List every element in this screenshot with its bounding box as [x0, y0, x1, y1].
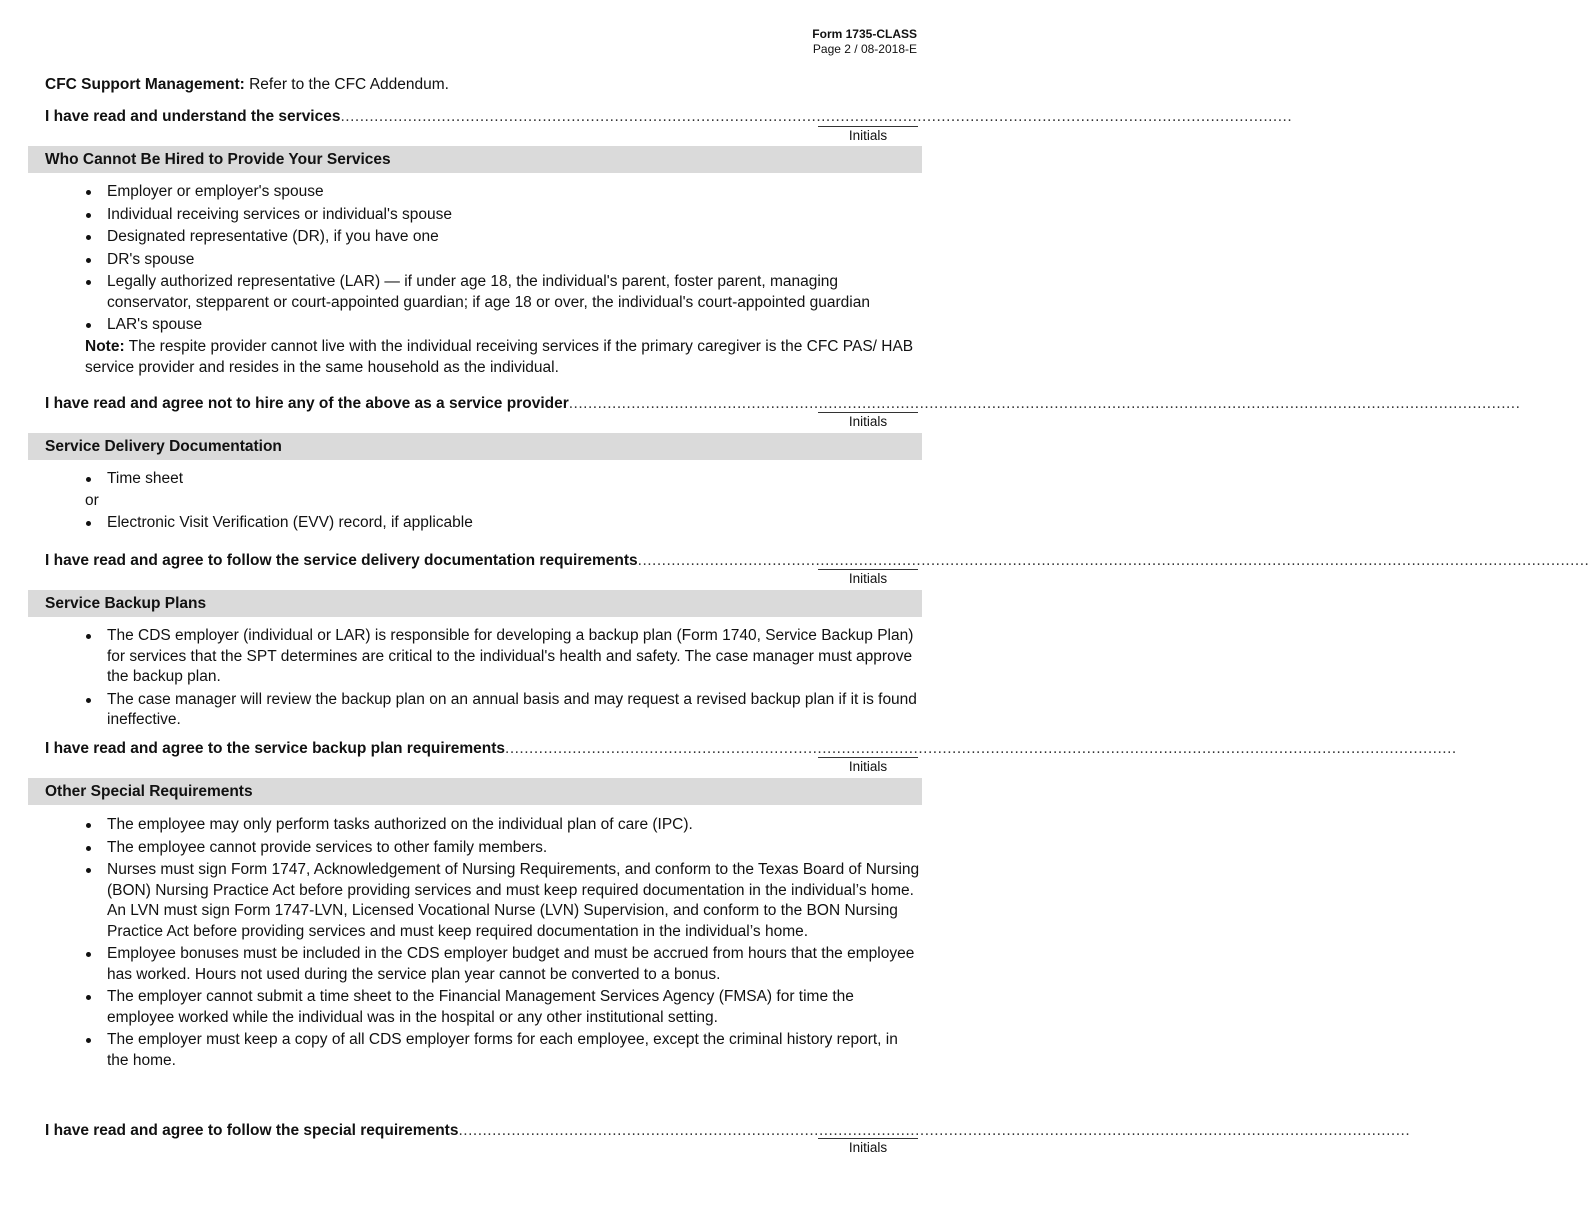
- dot-leader: ......................................................................................................................................................................................................: [458, 1122, 1411, 1139]
- section-special-requirements: Other Special Requirements: [28, 778, 922, 805]
- form-header: [812, 27, 917, 57]
- list-item: Time sheet: [85, 469, 920, 490]
- ack-backup-plan: I have read and agree to the service backup plan requirements ......................................................................................................................................................................................................: [45, 740, 1457, 757]
- section-service-backup: Service Backup Plans: [28, 590, 922, 617]
- initials-field[interactable]: Initials: [818, 412, 918, 430]
- bullet-icon: [86, 952, 91, 957]
- bullet-icon: [86, 868, 91, 873]
- or-text: or: [85, 492, 99, 509]
- delivery-list-1: [85, 469, 920, 492]
- ack-not-hire: I have read and agree not to hire any of the above as a service provider ......................................................................................................................................................................................................: [45, 395, 1521, 412]
- bullet-icon: [86, 280, 91, 285]
- page-info: Page 2 / 08-2018-E: [812, 42, 917, 56]
- bullet-icon: [86, 634, 91, 639]
- list-item: The CDS employer (individual or LAR) is responsible for developing a backup plan (Form 1740, Service Backup Plan) for services that the SPT determines are critical to the individual's health and safety. The case manager must approve the backup plan.: [85, 626, 920, 688]
- cfc-support-text: Refer to the CFC Addendum.: [244, 76, 449, 93]
- list-item: Legally authorized representative (LAR) — if under age 18, the individual's parent, foster parent, managing conservator, stepparent or court-appointed guardian; if age 18 or over, the individual's court-appointed guardian: [85, 272, 920, 313]
- section-who-cannot-be-hired: Who Cannot Be Hired to Provide Your Services: [28, 146, 922, 173]
- list-item: The case manager will review the backup plan on an annual basis and may request a revised backup plan if it is found ineffective.: [85, 690, 920, 731]
- initials-field[interactable]: Initials: [818, 569, 918, 587]
- bullet-icon: [86, 1038, 91, 1043]
- bullet-icon: [86, 823, 91, 828]
- bullet-icon: [86, 521, 91, 526]
- list-item: The employee may only perform tasks authorized on the individual plan of care (IPC).: [85, 815, 920, 836]
- bullet-icon: [86, 846, 91, 851]
- respite-note: Note: The respite provider cannot live with the individual receiving services if the primary caregiver is the CFC PAS/ HAB service provider and resides in the same household as the individual.: [85, 338, 914, 376]
- dot-leader: ......................................................................................................................................................................................................: [505, 740, 1457, 757]
- dot-leader: ......................................................................................................................................................................................................: [637, 552, 1589, 569]
- list-item: Individual receiving services or individual's spouse: [85, 205, 920, 226]
- list-item: DR's spouse: [85, 250, 920, 271]
- cfc-support-note: [45, 76, 950, 94]
- list-item: The employer must keep a copy of all CDS employer forms for each employee, except the criminal history report, in the home.: [85, 1030, 920, 1071]
- list-item: The employee cannot provide services to other family members.: [85, 838, 920, 859]
- list-item: LAR's spouse: [85, 315, 920, 336]
- list-item: The employer cannot submit a time sheet to the Financial Management Services Agency (FMSA) for time the employee worked while the individual was in the hospital or any other institutional setting.: [85, 987, 920, 1028]
- initials-field[interactable]: Initials: [818, 126, 918, 144]
- bullet-icon: [86, 698, 91, 703]
- dot-leader: ......................................................................................................................................................................................................: [340, 108, 1293, 125]
- list-item: Electronic Visit Verification (EVV) record, if applicable: [85, 513, 920, 534]
- bullet-icon: [86, 323, 91, 328]
- cfc-support-label: CFC Support Management:: [45, 76, 245, 93]
- bullet-icon: [86, 235, 91, 240]
- backup-list: [85, 626, 920, 733]
- who-cannot-list: [85, 182, 920, 338]
- ack-read-services: I have read and understand the services ......................................................................................................................................................................................................: [45, 108, 1293, 125]
- bullet-icon: [86, 995, 91, 1000]
- delivery-list-2: [85, 513, 920, 536]
- bullet-icon: [86, 213, 91, 218]
- special-list: [85, 815, 920, 1073]
- list-item: Employer or employer's spouse: [85, 182, 920, 203]
- dot-leader: ......................................................................................................................................................................................................: [568, 395, 1521, 412]
- bullet-icon: [86, 477, 91, 482]
- form-number: Form 1735-CLASS: [812, 27, 917, 41]
- bullet-icon: [86, 258, 91, 263]
- list-item: Nurses must sign Form 1747, Acknowledgement of Nursing Requirements, and conform to the Texas Board of Nursing (BON) Nursing Practice Act before providing services and must keep required documentation in the individual’s home. An LVN must sign Form 1747-LVN, Licensed Vocational Nurse (LVN) Supervision, and conform to the BON Nursing Practice Act before providing services and must keep required documentation in the individual’s home.: [85, 860, 920, 942]
- section-service-delivery: Service Delivery Documentation: [28, 433, 922, 460]
- ack-special-requirements: I have read and agree to follow the special requirements ......................................................................................................................................................................................................: [45, 1122, 1411, 1139]
- list-item: Designated representative (DR), if you have one: [85, 227, 920, 248]
- ack-delivery-documentation: I have read and agree to follow the service delivery documentation requirements ......................................................................................................................................................................................................: [45, 552, 1589, 569]
- list-item: Employee bonuses must be included in the CDS employer budget and must be accrued from hours that the employee has worked. Hours not used during the service plan year cannot be converted to a bonus.: [85, 944, 920, 985]
- initials-field[interactable]: Initials: [818, 757, 918, 775]
- bullet-icon: [86, 190, 91, 195]
- initials-field[interactable]: Initials: [818, 1138, 918, 1156]
